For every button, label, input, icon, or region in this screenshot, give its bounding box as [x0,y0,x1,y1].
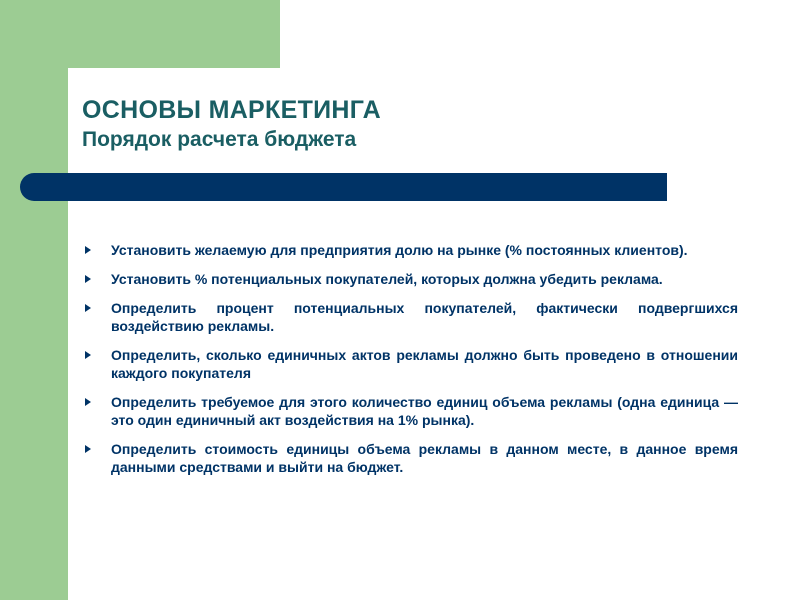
bullet-arrow-icon [85,304,91,312]
divider-bar [20,173,667,201]
page-subtitle: Порядок расчета бюджета [82,128,357,151]
green-top-band [0,0,280,68]
bullet-item [82,241,738,259]
bullet-text: Определить процент потенциальных покупателей, фактически подвергшихся воздействию рекламы. [111,300,738,334]
bullet-text: Установить желаемую для предприятия долю на рынке (% постоянных клиентов). [111,242,688,258]
green-side-band [0,0,68,600]
bullet-arrow-icon [85,445,91,453]
title-block [82,94,381,154]
bullet-item [82,346,738,382]
bullet-text: Определить стоимость единицы объема рекламы в данном месте, в данное время данными средствами и выйти на бюджет. [111,441,738,475]
bullet-item [82,299,738,335]
bullet-arrow-icon [85,351,91,359]
bullet-list [82,241,738,487]
bullet-arrow-icon [85,275,91,283]
bullet-text: Установить % потенциальных покупателей, которых должна убедить реклама. [111,271,663,287]
bullet-item [82,440,738,476]
page-title: ОСНОВЫ МАРКЕТИНГА [82,96,382,124]
bullet-text: Определить, сколько единичных актов рекламы должно быть проведено в отношении каждого покупателя [111,347,738,381]
bullet-arrow-icon [85,398,91,406]
bullet-text: Определить требуемое для этого количество единиц объема рекламы (одна единица — это один единичный акт воздействия на 1% рынка). [111,394,738,428]
bullet-item [82,393,738,429]
bullet-item [82,270,738,288]
bullet-arrow-icon [85,246,91,254]
